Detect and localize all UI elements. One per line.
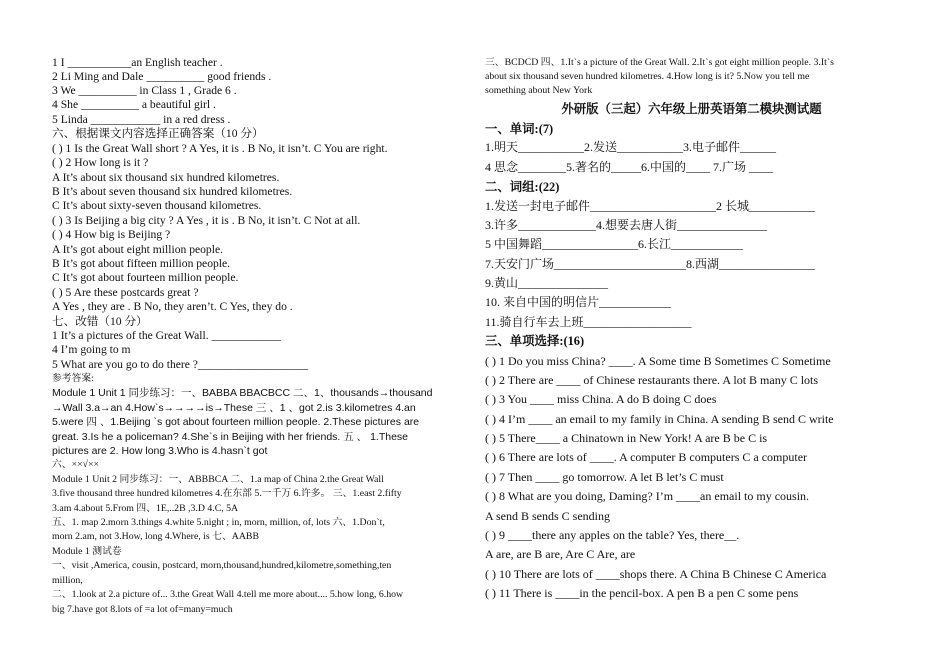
option-line: B It’s got about fifteen million people. [52,257,231,270]
option-line: C It’s got about fourteen million people. [52,271,239,284]
question-line: ( ) 5 Are these postcards great ? [52,286,199,299]
question-line: ( ) 4 How big is Beijing ? [52,228,171,241]
choice-line: ( ) 7 Then ____ go tomorrow. A let B let’s C must [485,470,724,484]
option-line: A Yes , they are . B No, they aren’t. C Yes, they do . [52,300,293,313]
option-line: A It’s about six thousand six hundred kilometres. [52,171,280,184]
choice-line: A are, are B are, Are C Are, are [485,547,636,561]
choice-line: ( ) 3 You ____ miss China. A do B doing C does [485,392,717,406]
choice-line: ( ) 5 There____ a Chinatown in New York! A are B be C is [485,431,768,445]
phrase-line: 7.天安门广场______________________8.西湖________________ [485,257,816,271]
choice-line: ( ) 8 What are you doing, Daming? I’m ____an email to my cousin. [485,489,810,503]
choice-line: ( ) 11 There is ____in the pencil-box. A pen B a pen C some pens [485,586,799,600]
word-line: 4 思念________5.著名的_____6.中国的____ 7.广场 ____ [485,160,774,174]
word-line: 1.明天___________2.发送___________3.电子邮件______ [485,140,777,154]
answer-line: 六、××√×× [52,459,100,470]
answer-line: 五、1. map 2.morn 3.things 4.white 5.night ; in, morn, million, of, lots 六、1.Don`t, [52,517,385,528]
section-6-title: 六、根据课文内容选择正确答案（10 分） [52,127,264,140]
choice-line: ( ) 10 There are lots of ____shops there. A China B Chinese C America [485,567,827,581]
answer-line: Module 1 Unit 2 同步练习：一、ABBBCA 二、1.a map of China 2.the Great Wall [52,474,384,485]
answer-line: about six thousand seven hundred kilometres. 4.How long is it? 5.Now you tell me [485,71,810,82]
option-line: C It’s about sixty-seven thousand kilometres. [52,199,262,212]
choice-line: ( ) 9 ____there any apples on the table? Yes, there__. [485,528,740,542]
correction-line: 4 I’m going to m [52,343,131,356]
answer-line: 一、visit ,America, cousin, postcard, morn,thousand,hundred,kilometre,something,ten [52,560,392,571]
fill-item: 4 She __________ a beautiful girl . [52,98,216,111]
choice-line: ( ) 2 There are ____ of Chinese restaurants there. A lot B many C lots [485,373,819,387]
phrase-line: 9.黄山_______________ [485,276,609,290]
choice-line: ( ) 4 I’m ____ an email to my family in China. A sending B send C write [485,412,834,426]
answer-line: 3.five thousand three hundred kilometres 4.在东部 5.一千万 6.许多。 三、1.east 2.fifty [52,488,402,499]
question-line: ( ) 2 How long is it ? [52,156,149,169]
correction-line: 1 It’s a pictures of the Great Wall. ____________ [52,329,282,342]
option-line: B It’s about seven thousand six hundred kilometres. [52,185,293,198]
answers-title: 参考答案: [52,373,94,384]
fill-item: 1 I ___________an English teacher . [52,56,223,69]
choice-line: ( ) 6 There are lots of ____. A computer B computers C a computer [485,450,808,464]
option-line: A It’s got about eight million people. [52,243,223,256]
answer-line: Module 1 Unit 1 同步练习：一、BABBA BBACBCC 二、1、thousands→thousand [52,387,433,399]
answer-line: Module 1 测试卷 [52,546,122,557]
phrase-line: 3.许多_____________4.想要去唐人街_______________ [485,218,768,232]
answer-line: 二、1.look at 2.a picture of... 3.the Great Wall 4.tell me more about.... 5.how long, 6.how [52,589,404,600]
answer-line: big 7.have got 8.lots of =a lot of=many=much [52,604,233,615]
fill-item: 2 Li Ming and Dale __________ good friends . [52,70,272,83]
answer-line: 5.were 四 、1.Beijing `s got about fourteen million people. 2.These pictures are [52,416,420,428]
phrase-line: 10. 来自中国的明信片____________ [485,295,672,309]
answer-line: morn 2.am, not 3.How, long 4.Where, is 七、AABB [52,531,259,542]
choice-line: A send B sends C sending [485,509,611,523]
phrase-line: 11.骑自行车去上班__________________ [485,315,692,329]
section-7-title: 七、改错（10 分） [52,315,148,328]
phrase-line: 5 中国舞蹈________________6.长江____________ [485,237,744,251]
answer-line: 3.am 4.about 5.From 四、1E,..2B ,3.D 4.C, 5A [52,503,239,514]
phrase-line: 1.发送一封电子邮件_____________________2 长城___________ [485,199,816,213]
test-title: 外研版（三起）六年级上册英语第二模块测试题 [561,102,822,116]
answer-line: pictures are 2. How long 3.Who is 4.hasn`t got [52,445,268,457]
question-line: ( ) 3 Is Beijing a big city ? A Yes , it is . B No, it isn’t. C Not at all. [52,214,361,227]
correction-line: 5 What are you go to do there ?___________________ [52,358,309,371]
fill-item: 3 We __________ in Class 1 , Grade 6 . [52,84,237,97]
answer-line: 三、BCDCD 四、1.It`s a picture of the Great Wall. 2.It`s got eight million people. 3.It`s [485,57,834,68]
section-2-title: 二、词组:(22) [485,180,560,194]
section-3-title: 三、单项选择:(16) [485,334,585,348]
choice-line: ( ) 1 Do you miss China? ____. A Some time B Sometimes C Sometime [485,354,831,368]
answer-line: great. 3.Is he a policeman? 4.She`s in Beijing with her friends. 五 、 1.These [52,431,409,443]
fill-item: 5 Linda ____________ in a red dress . [52,113,231,126]
answer-line: →Wall 3.a→an 4.How`s→→→→is→These 三 、1 、got 2.is 3.kilometres 4.an [52,402,416,414]
answer-line: million, [52,575,83,586]
section-1-title: 一、单词:(7) [485,122,554,136]
question-line: ( ) 1 Is the Great Wall short ? A Yes, it is . B No, it isn’t. C You are right. [52,142,388,155]
answer-line: something about New York [485,85,593,96]
